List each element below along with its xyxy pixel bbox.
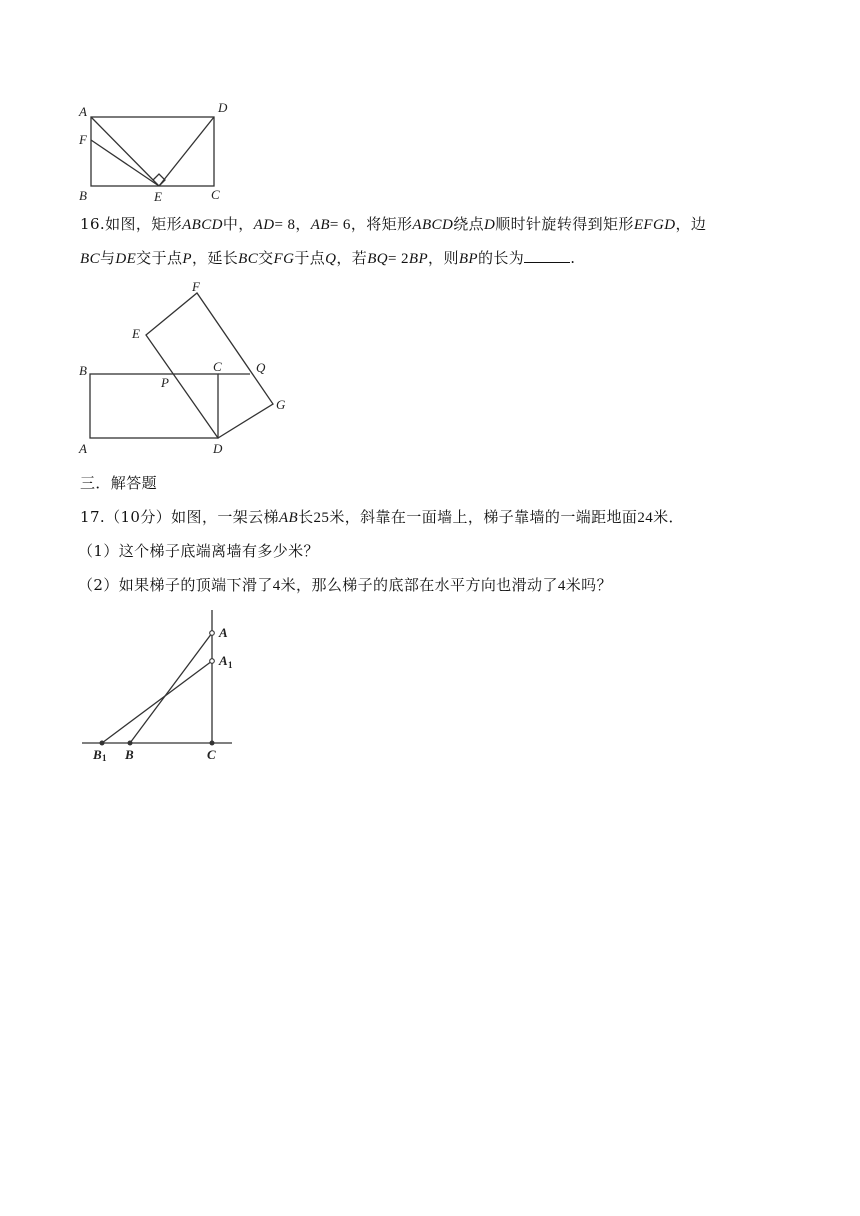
q17-number: 17.: [80, 508, 106, 526]
label-d: D: [218, 100, 228, 115]
answer-blank[interactable]: [524, 248, 570, 263]
q16-number: 16.: [80, 215, 106, 233]
label-b1: B: [93, 747, 102, 762]
label-a1-subscript: 1: [228, 660, 233, 670]
label-c: C: [211, 187, 220, 202]
label-b: B: [125, 747, 134, 762]
label-e: E: [154, 189, 162, 204]
label-a1: A: [219, 653, 228, 668]
q17-part-2: （2）如果梯子的顶端下滑了4米，那么梯子的底部在水平方向也滑动了4米吗？: [78, 576, 612, 594]
label-c: C: [207, 747, 216, 762]
q17-part-1: （1）这个梯子底端离墙有多少米？: [78, 542, 319, 560]
q16-line-1: 16.如图，矩形ABCD中，AD= 8，AB= 6，将矩形ABCD绕点D顺时针旋转得到矩形EFGD，边: [80, 215, 707, 233]
label-q: Q: [256, 360, 266, 375]
q16-line-2: BC与DE交于点P，延长BC交FG于点Q，若BQ= 2BP，则BP的长为 .: [80, 249, 576, 267]
label-p: P: [161, 375, 169, 390]
section-title: 三．解答题: [80, 474, 158, 492]
label-a: A: [79, 104, 87, 119]
label-b: B: [79, 188, 87, 203]
figure-15: [76, 100, 236, 210]
label-a: A: [219, 625, 228, 640]
label-d: D: [213, 441, 223, 456]
figure-16: [76, 278, 296, 458]
label-b: B: [79, 363, 87, 378]
q17-line-1: 17.（10分）如图，一架云梯AB长25米，斜靠在一面墙上，梯子靠墙的一端距地面24米．: [80, 508, 684, 526]
label-g: G: [276, 397, 286, 412]
label-b1-subscript: 1: [102, 753, 107, 763]
label-a: A: [79, 441, 87, 456]
figure-17: [76, 600, 246, 770]
label-e: E: [132, 326, 140, 341]
label-c: C: [213, 359, 222, 374]
label-f: F: [79, 132, 87, 147]
label-f: F: [192, 279, 200, 294]
